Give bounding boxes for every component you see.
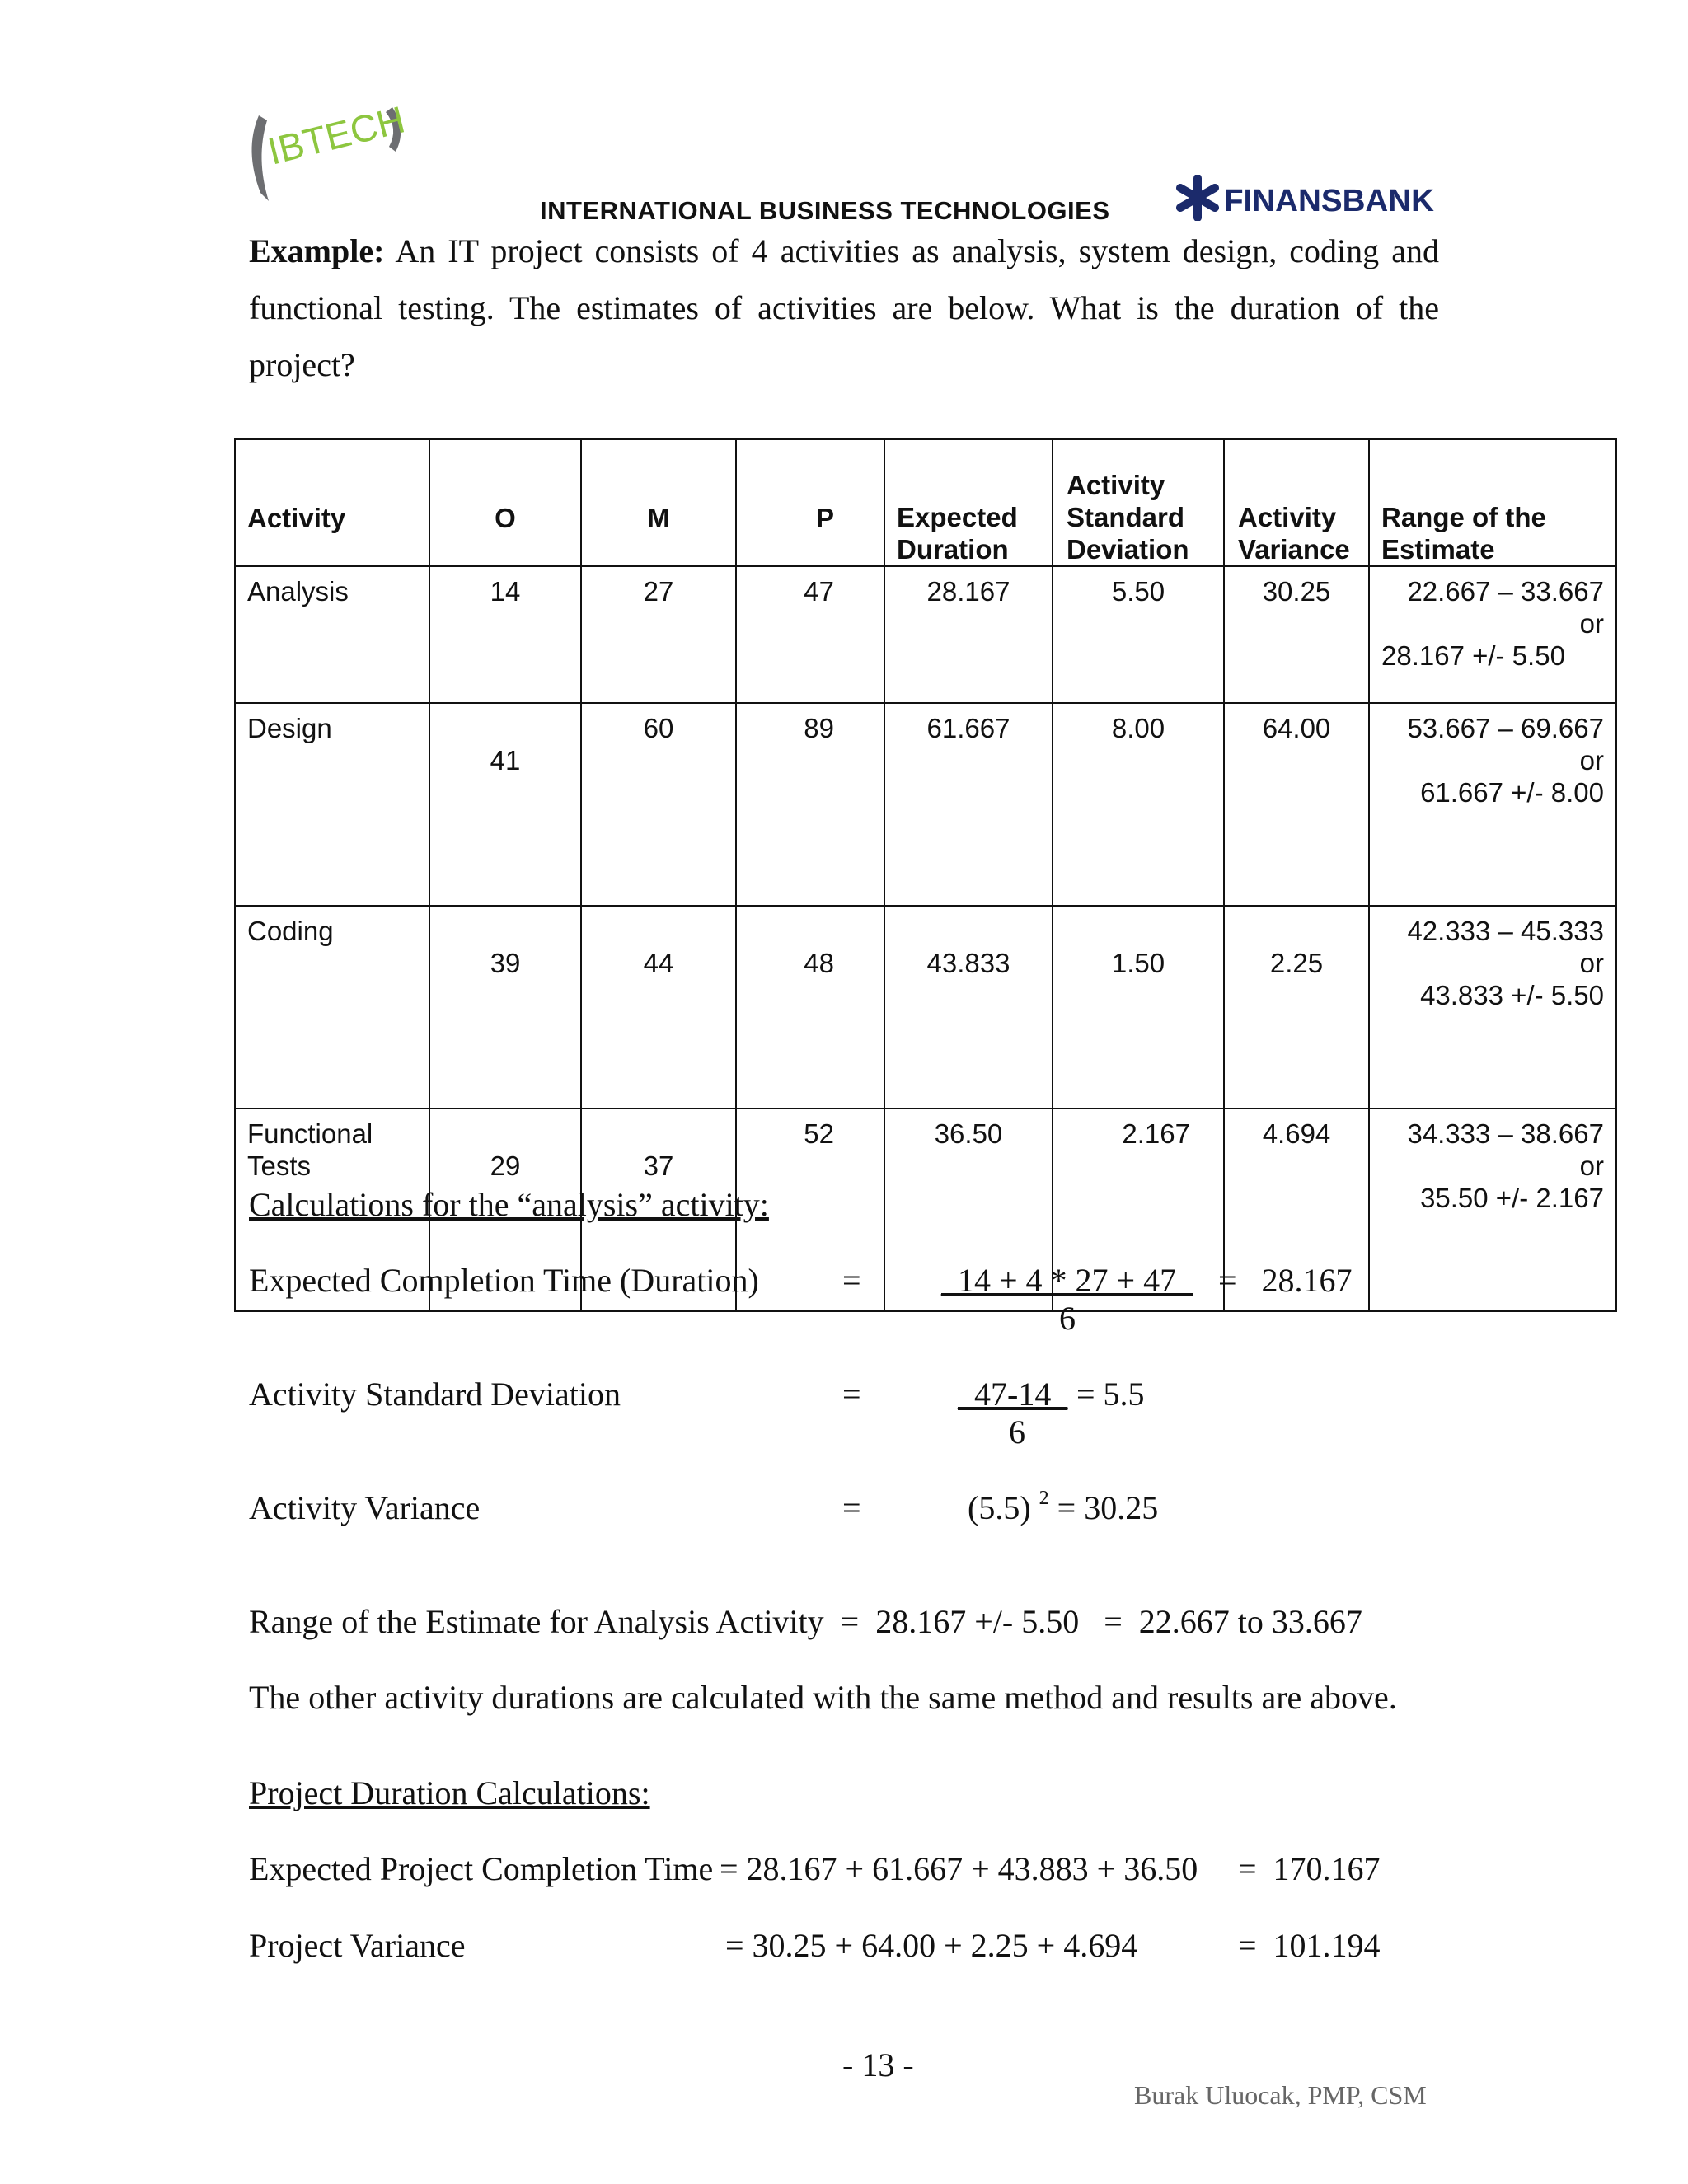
calc-heading: Calculations for the “analysis” activity: <box>249 1186 769 1223</box>
cell-variance: 2.25 <box>1224 906 1369 1108</box>
intro-paragraph <box>249 223 1439 393</box>
pv-label: Project Variance <box>249 1927 466 1964</box>
header-p: P <box>736 439 884 566</box>
cell-o: 39 <box>429 906 581 1108</box>
range-plusminus: 28.167 +/- 5.50 <box>1381 640 1565 671</box>
ect-equals: = <box>842 1262 861 1299</box>
sd-denominator: 6 <box>1009 1413 1025 1451</box>
cell-o: 14 <box>429 566 581 703</box>
cell-o: 41 <box>429 703 581 906</box>
ept-result: = 170.167 <box>1238 1850 1381 1887</box>
cell-std: 5.50 <box>1053 566 1224 703</box>
header-range: Range of the Estimate <box>1369 439 1616 566</box>
cell-variance: 30.25 <box>1224 566 1369 703</box>
range-line: Range of the Estimate for Analysis Activity = 28.167 +/- 5.50 = 22.667 to 33.667 <box>249 1603 1362 1640</box>
cell-range <box>1369 1108 1616 1311</box>
ect-denominator: 6 <box>1059 1300 1076 1337</box>
intro-text: An IT project consists of 4 activities as analysis, system design, coding and functional testing. The estimates of activities are below. What is the duration of the project? <box>249 232 1439 383</box>
header-o: O <box>429 439 581 566</box>
pv-result: = 101.194 <box>1238 1927 1381 1964</box>
header-m: M <box>581 439 736 566</box>
company-title: INTERNATIONAL BUSINESS TECHNOLOGIES <box>540 196 1110 225</box>
cell-range <box>1369 906 1616 1108</box>
sd-numerator: _47-14_ <box>958 1376 1068 1413</box>
cell-activity: Design <box>235 703 429 906</box>
cell-variance: 64.00 <box>1224 703 1369 906</box>
header-std-deviation: Activity Standard Deviation <box>1053 439 1224 566</box>
range-or: or <box>1579 1151 1604 1181</box>
cell-std: 2.167 <box>1053 1108 1224 1311</box>
example-label: Example: <box>249 232 385 269</box>
cell-expected: 28.167 <box>884 566 1053 703</box>
header-variance: Activity Variance <box>1224 439 1369 566</box>
ect-numerator: _14 + 4 * 27 + 47_ <box>941 1262 1193 1299</box>
cell-m: 27 <box>581 566 736 703</box>
ept-label: Expected Project Completion Time <box>249 1850 714 1887</box>
sd-label: Activity Standard Deviation <box>249 1376 621 1413</box>
header-expected-duration: Expected Duration <box>884 439 1053 566</box>
ect-result: = 28.167 <box>1218 1262 1353 1299</box>
var-exponent: 2 <box>1039 1487 1049 1509</box>
pv-expression: = 30.25 + 64.00 + 2.25 + 4.694 <box>725 1927 1138 1964</box>
table-row <box>235 906 1616 1108</box>
sd-result: = 5.5 <box>1076 1376 1145 1413</box>
project-heading: Project Duration Calculations: <box>249 1774 650 1811</box>
ept-expression: = 28.167 + 61.667 + 43.883 + 36.50 <box>720 1850 1198 1887</box>
range-or: or <box>1579 745 1604 776</box>
cell-p: 47 <box>736 566 884 703</box>
range-interval: 53.667 – 69.667 <box>1407 713 1604 743</box>
cell-o: 29 <box>429 1108 581 1311</box>
var-result: = 30.25 <box>1057 1489 1159 1526</box>
range-interval: 42.333 – 45.333 <box>1407 916 1604 946</box>
range-plusminus: 61.667 +/- 8.00 <box>1420 777 1604 808</box>
range-interval: 22.667 – 33.667 <box>1407 576 1604 607</box>
cell-range <box>1369 566 1616 703</box>
ibtech-logo <box>244 101 425 216</box>
sd-equals: = <box>842 1376 861 1413</box>
cell-expected: 61.667 <box>884 703 1053 906</box>
cell-p: 48 <box>736 906 884 1108</box>
cell-variance: 4.694 <box>1224 1108 1369 1311</box>
table-row <box>235 703 1616 906</box>
var-expression <box>968 1488 1158 1527</box>
cell-expected: 43.833 <box>884 906 1053 1108</box>
cell-std: 8.00 <box>1053 703 1224 906</box>
table-row <box>235 566 1616 703</box>
finansbank-logo-text: FINANSBANK <box>1224 184 1435 218</box>
cell-p: 52 <box>736 1108 884 1311</box>
cell-activity: Coding <box>235 906 429 1108</box>
cell-activity: Analysis <box>235 566 429 703</box>
range-plusminus: 35.50 +/- 2.167 <box>1420 1183 1604 1213</box>
range-or: or <box>1579 608 1604 639</box>
method-note: The other activity durations are calculated with the same method and results are above. <box>249 1679 1397 1716</box>
range-interval: 34.333 – 38.667 <box>1407 1118 1604 1149</box>
cell-std: 1.50 <box>1053 906 1224 1108</box>
ect-label: Expected Completion Time (Duration) <box>249 1262 759 1299</box>
range-or: or <box>1579 948 1604 978</box>
var-label: Activity Variance <box>249 1489 481 1526</box>
header-activity: Activity <box>235 439 429 566</box>
cell-m: 37 <box>581 1108 736 1311</box>
ibtech-logo-icon <box>244 101 425 216</box>
page-number: - 13 - <box>842 2046 914 2083</box>
cell-activity: Functional Tests <box>235 1108 429 1311</box>
estimates-table <box>234 438 1617 1312</box>
author: Burak Uluocak, PMP, CSM <box>1134 2080 1427 2110</box>
cell-range <box>1369 703 1616 906</box>
cell-m: 44 <box>581 906 736 1108</box>
var-equals: = <box>842 1489 861 1526</box>
finansbank-logo <box>1175 175 1438 221</box>
var-base: (5.5) <box>968 1489 1031 1526</box>
asterisk-icon <box>1175 175 1438 221</box>
cell-expected: 36.50 <box>884 1108 1053 1311</box>
ibtech-logo-text: IBTECH <box>263 101 410 173</box>
cell-m: 60 <box>581 703 736 906</box>
range-plusminus: 43.833 +/- 5.50 <box>1420 980 1604 1010</box>
table-header-row <box>235 439 1616 566</box>
cell-p: 89 <box>736 703 884 906</box>
